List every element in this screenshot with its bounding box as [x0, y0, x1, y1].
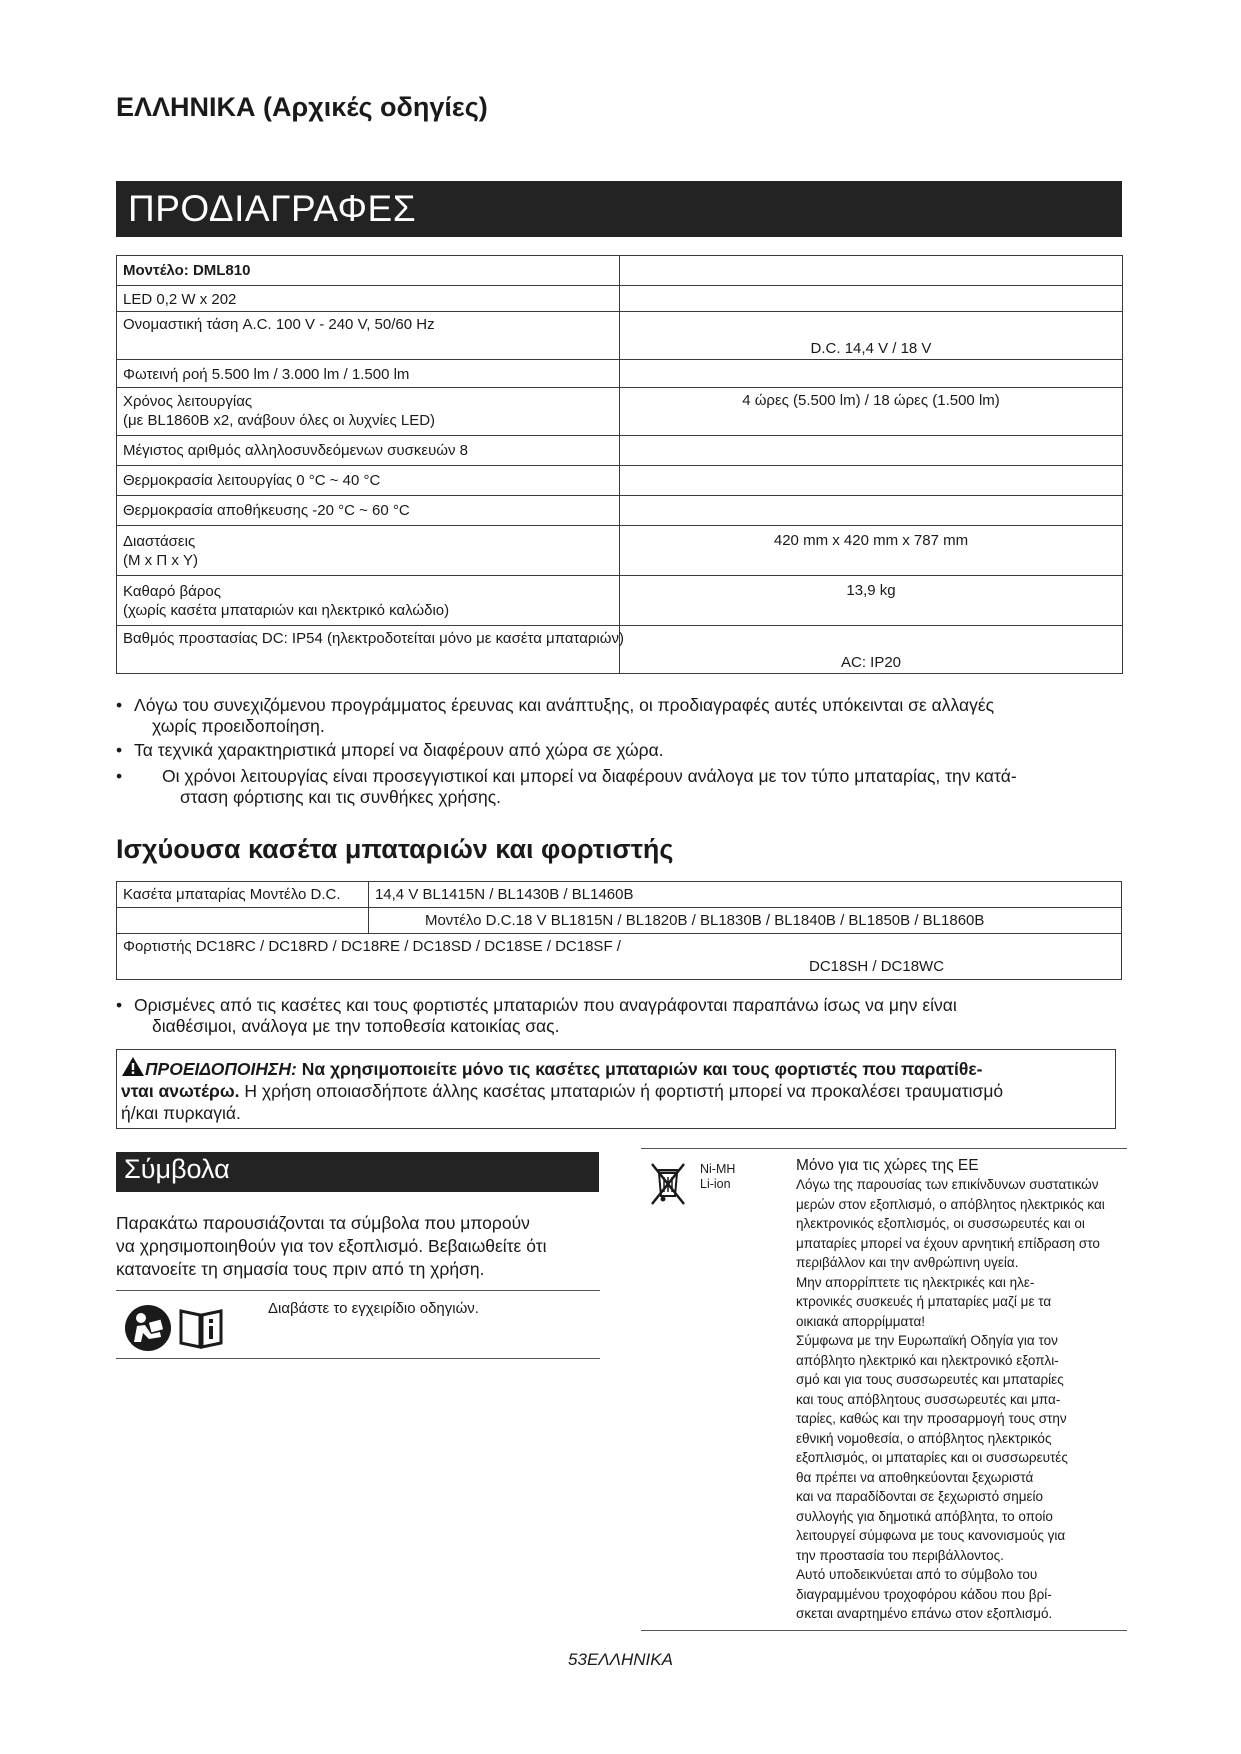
warning-text: Η χρήση οποιασδήποτε άλλης κασέτας μπαταριών ή φορτιστή μπορεί να προκαλέσει τραυματισμό — [244, 1081, 1004, 1101]
weee-line: Σύμφωνα με την Ευρωπαϊκή Οδηγία για τον — [796, 1333, 1058, 1348]
spec-row — [117, 626, 1123, 674]
spec-label-line: (με BL1860B x2, ανάβουν όλες οι λυχνίες LED) — [123, 412, 436, 429]
intro-line: Παρακάτω παρουσιάζονται τα σύμβολα που μπορούν — [116, 1213, 530, 1233]
divider — [116, 1290, 600, 1291]
spec-row — [117, 526, 1123, 576]
specifications-table — [116, 255, 1123, 674]
battery-row — [117, 934, 1122, 980]
spec-label: Θερμοκρασία αποθήκευσης -20 °C ~ 60 °C — [117, 496, 620, 526]
spec-row — [117, 436, 1123, 466]
spec-label — [117, 576, 620, 626]
spec-row — [117, 496, 1123, 526]
weee-line: θα πρέπει να αποθηκεύονται ξεχωριστά — [796, 1469, 1034, 1485]
specs-section-bar — [116, 181, 1122, 237]
battery-section-title: Ισχύουσα κασέτα μπαταριών και φορτιστής — [116, 834, 674, 864]
note-text: χωρίς προειδοποίηση. — [152, 716, 325, 736]
warning-bold-text: νται ανωτέρω. — [121, 1081, 240, 1101]
weee-line: περιβάλλον και την ανθρώπινη υγεία. — [796, 1255, 1019, 1270]
weee-line: οικιακά απορρίμματα! — [796, 1313, 926, 1329]
weee-line: διαγραμμένου τροχοφόρου κάδου που βρί- — [796, 1586, 1052, 1602]
spec-value — [620, 360, 1123, 388]
spec-label — [117, 526, 620, 576]
charger-line: Φορτιστής DC18RC / DC18RD / DC18RE / DC18SD / DC18SE / DC18SF / — [123, 938, 621, 955]
intro-line: να χρησιμοποιηθούν για τον εξοπλισμό. Βεβαιωθείτε ότι — [116, 1236, 547, 1256]
weee-line: κτρονικές συσκευές ή μπαταρίες μαζί με τα — [796, 1294, 1052, 1309]
battery-table — [116, 881, 1122, 980]
charger-line: DC18SH / DC18WC — [809, 958, 945, 975]
spec-row — [117, 360, 1123, 388]
symbols-section-title: Σύμβολα — [124, 1154, 230, 1184]
spec-row — [117, 466, 1123, 496]
weee-battery-labels — [700, 1162, 735, 1192]
page-footer: 53ΕΛΛΗΝΙΚΑ — [568, 1650, 673, 1669]
spec-value — [620, 466, 1123, 496]
weee-line: εξοπλισμός, οι μπαταρίες και οι συσσωρευτές — [796, 1450, 1068, 1465]
weee-line: εθνική νομοθεσία, ο απόβλητος ηλεκτρικός — [796, 1430, 1052, 1446]
weee-line: Αυτό υποδεικνύεται από το σύμβολο του — [796, 1567, 1038, 1582]
warning-text: ή/και πυρκαγιά. — [121, 1103, 241, 1123]
battery-row — [117, 882, 1122, 908]
spec-row — [117, 312, 1123, 360]
note-text: σταση φόρτισης και τις συνθήκες χρήσης. — [180, 787, 502, 807]
weee-line: σμό και για τους συσσωρευτές και μπαταρίες — [796, 1372, 1064, 1387]
weee-line: ηλεκτρονικός εξοπλισμός, οι συσσωρευτές και οι — [796, 1216, 1085, 1231]
weee-line: και τους απόβλητους συσσωρευτές και μπα- — [796, 1391, 1061, 1407]
spec-label: LED 0,2 W x 202 — [117, 286, 620, 312]
cassette-label: Κασέτα μπαταρίας Μοντέλο D.C. — [117, 882, 369, 908]
spec-value: AC: IP20 — [620, 626, 1123, 674]
weee-line: και να παραδίδονται σε ξεχωριστό σημείο — [796, 1489, 1044, 1504]
spec-label — [117, 388, 620, 436]
spec-value — [620, 286, 1123, 312]
battery-type-label: Ni-MH — [700, 1162, 736, 1176]
weee-line: ταρίες, καθώς και την προσαρμογή τους στην — [796, 1411, 1067, 1426]
battery-note: • Ορισμένες από τις κασέτες και τους φορτιστές μπαταριών που αναγράφονται παραπάνω ίσως να μην είναι διαθέσιμοι, ανάλογα με την τοποθεσία κατοικίας σας. — [116, 995, 1126, 1037]
cassette-14v: 14,4 V BL1415N / BL1430B / BL1460B — [368, 882, 1121, 908]
spec-label: Φωτεινή ροή 5.500 lm / 3.000 lm / 1.500 lm — [117, 360, 620, 388]
spec-label: Ονομαστική τάση A.C. 100 V - 240 V, 50/60 Hz — [117, 312, 620, 360]
spec-label-line: Διαστάσεις — [123, 533, 196, 550]
note-item: • Λόγω του συνεχιζόμενου προγράμματος έρευνας και ανάπτυξης, οι προδιαγραφές αυτές υπόκεινται σε αλλαγές χωρίς προειδοποίηση. — [116, 695, 1126, 737]
note-text: διαθέσιμοι, ανάλογα με την τοποθεσία κατοικίας σας. — [152, 1016, 560, 1036]
divider — [116, 1358, 600, 1359]
weee-text-block — [796, 1156, 1132, 1624]
spec-notes — [116, 695, 1126, 808]
spec-label-line: (Μ x Π x Υ) — [123, 552, 198, 569]
weee-line: την προστασία του περιβάλλοντος. — [796, 1547, 1004, 1563]
spec-row — [117, 388, 1123, 436]
weee-line: μπαταρίες μπορεί να έχουν αρνητική επίδραση στο — [796, 1235, 1100, 1251]
spec-row — [117, 576, 1123, 626]
book-icon — [178, 1306, 224, 1350]
divider — [641, 1148, 1127, 1149]
spec-value — [620, 436, 1123, 466]
intro-line: κατανοείτε τη σημασία τους πριν από τη χρήση. — [116, 1259, 485, 1279]
spec-label-line: (χωρίς κασέτα μπαταριών και ηλεκτρικό καλώδιο) — [123, 602, 450, 619]
note-text: Ορισμένες από τις κασέτες και τους φορτιστές μπαταριών που αναγράφονται παραπάνω ίσως να μην είναι — [134, 995, 957, 1015]
spec-label-line: Καθαρό βάρος — [123, 583, 221, 600]
battery-row — [117, 908, 1122, 934]
weee-line: συλλογής για δημοτικά απόβλητα, το οποίο — [796, 1508, 1053, 1524]
read-manual-person-icon — [124, 1304, 172, 1352]
spec-value: 4 ώρες (5.500 lm) / 18 ώρες (1.500 lm) — [620, 388, 1123, 436]
note-item: • Οι χρόνοι λειτουργίας είναι προσεγγιστικοί και μπορεί να διαφέρουν ανάλογα με τον τύπο μπαταρίας, την κατά- σταση φόρτισης και τις συνθήκες χρήσης. — [116, 766, 1126, 808]
spec-value: D.C. 14,4 V / 18 V — [620, 312, 1123, 360]
note-text: Οι χρόνοι λειτουργίας είναι προσεγγιστικοί και μπορεί να διαφέρουν ανάλογα με τον τύπο μπαταρίας, την κατά- — [162, 766, 1017, 786]
symbols-intro — [116, 1212, 616, 1281]
weee-line: Μην απορρίπτετε τις ηλεκτρικές και ηλε- — [796, 1274, 1035, 1290]
battery-type-label: Li-ion — [700, 1177, 731, 1191]
spec-label: Θερμοκρασία λειτουργίας 0 °C ~ 40 °C — [117, 466, 620, 496]
cassette-18v: Μοντέλο D.C.18 V BL1815N / BL1820B / BL1830B / BL1840B / BL1850B / BL1860B — [368, 908, 1121, 934]
spec-label: Μέγιστος αριθμός αλληλοσυνδεόμενων συσκευών 8 — [117, 436, 620, 466]
language-title: ΕΛΛΗΝΙΚΑ (Αρχικές οδηγίες) — [116, 92, 488, 122]
warning-bold-text: Να χρησιμοποιείτε μόνο τις κασέτες μπαταριών και τους φορτιστές που παρατίθε- — [301, 1059, 983, 1079]
weee-heading: Μόνο για τις χώρες της ΕΕ — [796, 1157, 979, 1174]
spec-value: 13,9 kg — [620, 576, 1123, 626]
symbols-section-bar — [116, 1152, 599, 1192]
spec-value — [620, 496, 1123, 526]
weee-line: απόβλητο ηλεκτρικό και ηλεκτρονικό εξοπλι- — [796, 1352, 1059, 1368]
spec-row — [117, 286, 1123, 312]
note-item: • Τα τεχνικά χαρακτηριστικά μπορεί να διαφέρουν από χώρα σε χώρα. — [116, 740, 1126, 761]
divider — [641, 1630, 1127, 1631]
spec-label: Βαθμός προστασίας DC: IP54 (ηλεκτροδοτείται μόνο με κασέτα μπαταριών) — [117, 626, 620, 674]
weee-line: μερών στον εξοπλισμό, ο απόβλητος ηλεκτρικός και — [796, 1196, 1105, 1212]
warning-title: ΠΡΟΕΙΔΟΠΟΙΗΣΗ: — [145, 1059, 297, 1079]
specs-section-title: ΠΡΟΔΙΑΓΡΑΦΕΣ — [128, 188, 417, 229]
warning-box — [116, 1049, 1116, 1129]
spec-label-line: Χρόνος λειτουργίας — [123, 393, 253, 410]
weee-lines — [796, 1175, 1132, 1624]
weee-line: Λόγω της παρουσίας των επικίνδυνων συστατικών — [796, 1177, 1099, 1192]
spec-row-model — [117, 256, 1123, 286]
weee-line: λειτουργεί σύμφωνα με τους κανονισμούς για — [796, 1528, 1066, 1543]
read-manual-text: Διαβάστε το εγχειρίδιο οδηγιών. — [268, 1300, 479, 1317]
spec-value: 420 mm x 420 mm x 787 mm — [620, 526, 1123, 576]
warning-icon — [121, 1056, 145, 1077]
model-label: Μοντέλο: DML810 — [117, 256, 620, 286]
note-text: Λόγω του συνεχιζόμενου προγράμματος έρευνας και ανάπτυξης, οι προδιαγραφές αυτές υπόκεινται σε αλλαγές — [134, 695, 995, 715]
charger-cell — [117, 934, 1122, 980]
note-text: Τα τεχνικά χαρακτηριστικά μπορεί να διαφέρουν από χώρα σε χώρα. — [134, 740, 664, 760]
weee-line: σκεται αναρτημένο επάνω στον εξοπλισμό. — [796, 1606, 1053, 1621]
crossed-bin-icon — [648, 1160, 688, 1208]
